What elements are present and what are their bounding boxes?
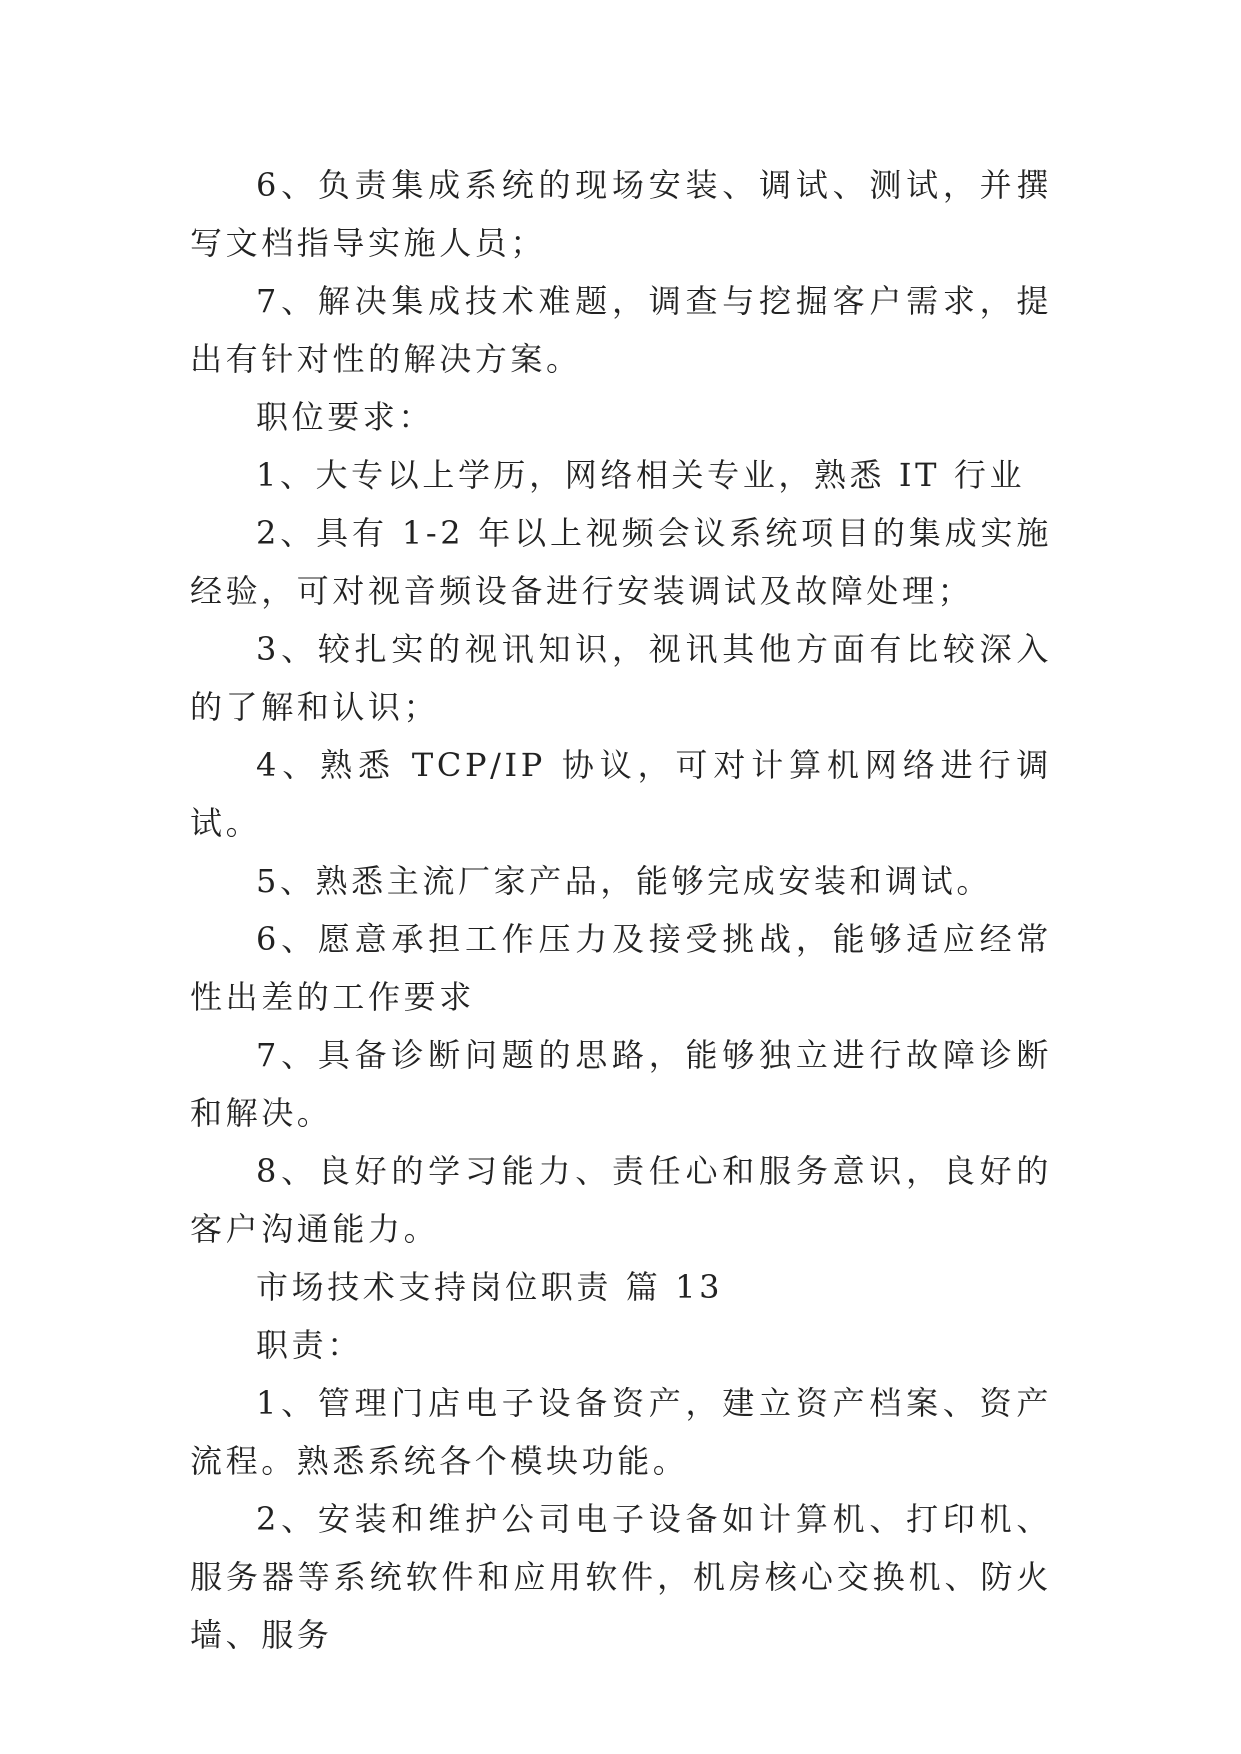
paragraph-requirement-2: 2、具有 1-2 年以上视频会议系统项目的集成实施经验，可对视音频设备进行安装调试及故障处理； xyxy=(190,514,1052,610)
paragraph-requirement-3: 3、较扎实的视讯知识，视讯其他方面有比较深入的了解和认识； xyxy=(190,630,1052,726)
section-title-article-13: 市场技术支持岗位职责 篇 13 xyxy=(256,1268,724,1306)
paragraph-duty-1: 1、管理门店电子设备资产，建立资产档案、资产流程。熟悉系统各个模块功能。 xyxy=(190,1384,1052,1480)
paragraph-duty-6: 6、负责集成系统的现场安装、调试、测试，并撰写文档指导实施人员； xyxy=(190,166,1052,262)
paragraph-requirement-1: 1、大专以上学历，网络相关专业，熟悉 IT 行业 xyxy=(256,456,1026,494)
paragraph-requirement-6: 6、愿意承担工作压力及接受挑战，能够适应经常性出差的工作要求 xyxy=(190,920,1052,1016)
section-heading-duties: 职责： xyxy=(256,1326,363,1364)
document-body xyxy=(190,156,1052,1664)
paragraph-duty-7: 7、解决集成技术难题，调查与挖掘客户需求，提出有针对性的解决方案。 xyxy=(190,282,1052,378)
paragraph-requirement-8: 8、良好的学习能力、责任心和服务意识，良好的客户沟通能力。 xyxy=(190,1152,1052,1248)
paragraph-requirement-7: 7、具备诊断问题的思路，能够独立进行故障诊断和解决。 xyxy=(190,1036,1052,1132)
paragraph-requirement-5: 5、熟悉主流厂家产品，能够完成安装和调试。 xyxy=(256,862,992,900)
paragraph-requirement-4: 4、熟悉 TCP/IP 协议，可对计算机网络进行调试。 xyxy=(190,746,1052,842)
paragraph-duty-2: 2、安装和维护公司电子设备如计算机、打印机、服务器等系统软件和应用软件，机房核心交换机、防火墙、服务 xyxy=(190,1500,1052,1654)
section-heading-requirements: 职位要求： xyxy=(256,398,435,436)
